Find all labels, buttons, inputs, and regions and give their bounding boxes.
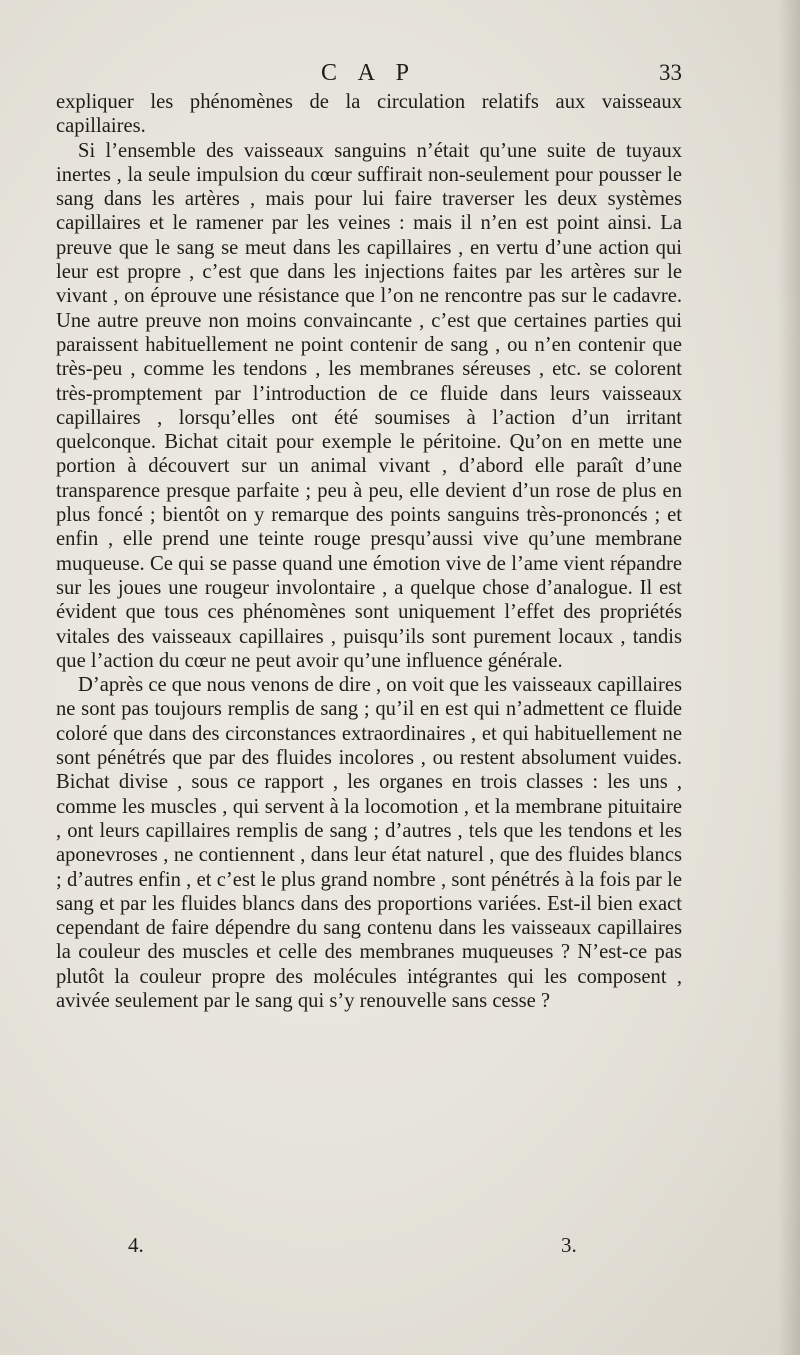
page-number: 33 bbox=[659, 60, 682, 85]
catchword: 3. bbox=[561, 1233, 577, 1257]
paragraph-capillary-action: Si l’ensemble des vaisseaux sanguins n’était qu’une suite de tuyaux inertes , la seule impulsion du cœur suffirait non-seulement pour pousser le sang dans les artères , mais pour lui faire traverser les deux systèmes capillaires et le ramener par les veines : mais il n’en est point ainsi. La preuve que le sang se meut dans les capillaires , en vertu d’une action qui leur est propre , c’est que dans les injections faites par les artères sur le vivant , on éprouve une résistance que l’on ne rencontre pas sur le cadavre. Une autre preuve non moins convaincante , c’est que certaines parties qui paraissent habituellement ne point contenir de sang , ou n’en contenir que très-peu , comme les tendons , les membranes séreuses , etc. se colorent très-promptement par l’introduction de ce fluide dans leurs vaisseaux capillaires , lorsqu’elles ont été soumises à l’action d’un irritant quelconque. Bichat citait pour exemple le péritoine. Qu’on en mette une portion à découvert sur un animal vivant , d’abord elle paraît d’une transparence presque parfaite ; peu à peu, elle devient d’un rose de plus en plus foncé ; bientôt on y remarque des points sanguins très-prononcés ; et enfin , elle prend une teinte rouge presqu’aussi vive qu’une membrane muqueuse. Ce qui se passe quand une émotion vive de l’ame vient répandre sur les joues une rougeur involontaire , a quelque chose d’analogue. Il est évident que tous ces phénomènes sont uniquement l’effet des propriétés vitales des vaisseaux capillaires , puisqu’ils sont purement locaux , tandis que l’action du cœur ne peut avoir qu’une influence générale. bbox=[56, 139, 682, 672]
paragraph-continuation: expliquer les phénomènes de la circulation relatifs aux vaisseaux capillaires. bbox=[56, 91, 682, 138]
page-edge-shadow bbox=[778, 0, 800, 1355]
signature-mark: 4. bbox=[128, 1233, 144, 1257]
paragraph-capillary-classes: D’après ce que nous venons de dire , on voit que les vaisseaux capillaires ne sont pas toujours remplis de sang ; qu’il en est qui n’admettent ce fluide coloré que dans des circonstances extraordinaires , et qui habituellement ne sont pénétrés que par des fluides incolores , ou restent absolument vuides. Bichat divise , sous ce rapport , les organes en trois classes : les uns , comme les muscles , qui servent à la locomotion , et la membrane pituitaire , ont leurs capillaires remplis de sang ; d’autres , tels que les tendons et les aponevroses , ne contiennent , dans leur état naturel , que des fluides blancs ; d’autres enfin , et c’est le plus grand nombre , sont pénétrés à la fois par le sang et par les fluides blancs dans des proportions variées. Est-il bien exact cependant de faire dépendre du sang contenu dans les vaisseaux capillaires la couleur des muscles et celle des membranes muqueuses ? N’est-ce pas plutôt la couleur propre des molécules intégrantes qui les composent , avivée seulement par le sang qui s’y renouvelle sans cesse ? bbox=[56, 674, 682, 1012]
page-footer bbox=[56, 1233, 682, 1263]
running-title: C A P bbox=[320, 60, 418, 86]
page-header bbox=[56, 60, 682, 94]
body-text bbox=[56, 90, 682, 1013]
